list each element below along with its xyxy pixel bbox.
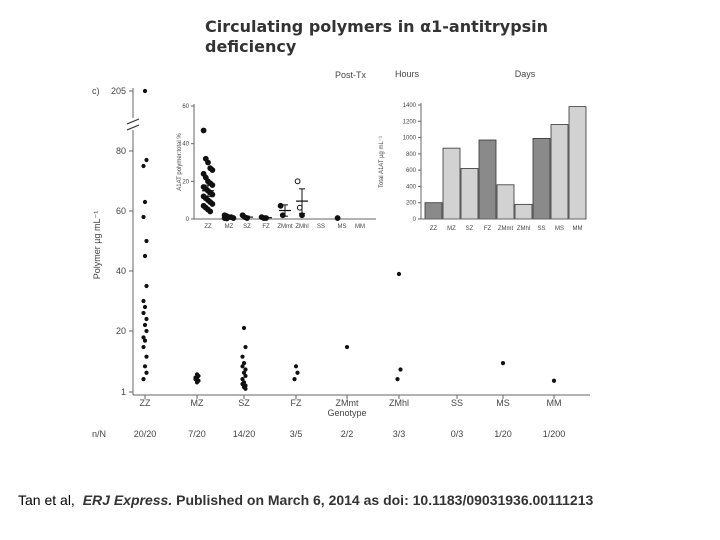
publication-info: Published on March 6, 2014 as doi: 10.1183/09031936.00111213 — [176, 492, 594, 508]
inset-left-x-tick-label: MM — [355, 224, 365, 230]
inset-right-x-tick-label: SS — [537, 226, 546, 232]
y-tick-label: 1 — [120, 387, 126, 397]
inset-left-x-tick-label: ZMmt — [277, 224, 293, 230]
inset-left-data-point — [201, 128, 206, 133]
inset-left-x-tick-label: ZMhl — [295, 224, 309, 230]
inset-right-x-tick-label: ZMhl — [516, 226, 531, 232]
axis-break-mark — [127, 119, 139, 124]
data-point — [143, 200, 147, 204]
inset-right-y-tick-label: 1200 — [402, 119, 416, 126]
y-tick-label: 40 — [115, 266, 126, 276]
inset-left-data-point — [335, 216, 340, 221]
inset-left-y-tick-label: 40 — [182, 141, 189, 148]
inset-left-data-point — [210, 202, 215, 207]
y-axis-label: Polymer µg mL⁻¹ — [92, 210, 102, 280]
inset-left-data-point — [297, 205, 302, 210]
data-point — [240, 364, 244, 368]
inset-right-bar — [461, 169, 478, 219]
x-tick-label: MM — [546, 398, 562, 408]
x-tick-label: SZ — [238, 398, 250, 408]
footer — [18, 492, 593, 508]
n-over-N-value: 0/3 — [450, 429, 464, 439]
data-point — [143, 323, 147, 327]
n-over-N-value: 7/20 — [188, 429, 206, 439]
data-point — [141, 377, 145, 381]
inset-right-x-tick-label: ZZ — [429, 226, 438, 232]
inset-left-y-tick-label: 0 — [185, 217, 189, 223]
inset-right-bar — [425, 203, 442, 219]
inset-right-bar — [551, 125, 568, 219]
data-point — [295, 371, 299, 375]
inset-right-bar — [569, 107, 586, 219]
data-point — [144, 284, 148, 288]
data-point — [143, 339, 147, 343]
inset-left-x-tick-label: MS — [337, 224, 347, 230]
n-over-N-value: 1/200 — [542, 429, 566, 439]
inset-right-header-days: Days — [514, 69, 536, 79]
x-tick-label: ZMhl — [389, 398, 409, 408]
inset-right-bar — [443, 148, 460, 219]
data-point — [242, 326, 246, 330]
inset-left-x-tick-label: ZZ — [204, 224, 212, 230]
data-point — [397, 272, 401, 276]
data-point — [398, 367, 402, 371]
data-point — [243, 387, 247, 391]
inset-right-bar — [497, 185, 514, 219]
data-point — [294, 364, 298, 368]
data-point — [501, 361, 505, 365]
data-point — [141, 164, 145, 168]
n-over-N-value: 2/2 — [340, 429, 354, 439]
data-point — [292, 377, 296, 381]
inset-right-bar — [515, 204, 532, 219]
inset-right-x-tick-label: ZMmt — [497, 226, 514, 232]
x-axis-label: Genotype — [327, 408, 367, 418]
inset-right-x-tick-label: MZ — [447, 226, 456, 232]
x-tick-label: ZZ — [139, 398, 151, 408]
data-point — [240, 355, 244, 359]
inset-left-y-tick-label: 20 — [182, 179, 189, 186]
inset-left-data-point — [210, 168, 215, 173]
inset-right-bar — [533, 138, 550, 219]
y-tick-label: 205 — [110, 86, 126, 96]
inset-right-x-tick-label: MS — [555, 226, 564, 232]
inset-left-data-point — [280, 213, 285, 218]
data-point — [141, 299, 145, 303]
data-point — [143, 364, 147, 368]
inset-left-data-point — [278, 203, 283, 208]
data-point — [143, 254, 147, 258]
inset-right-y-tick-label: 400 — [405, 184, 416, 191]
inset-right-header-hours: Hours — [394, 69, 420, 79]
x-tick-label: SS — [450, 398, 464, 408]
inset-right-y-tick-label: 600 — [405, 168, 416, 175]
n-over-N-value: 14/20 — [232, 429, 256, 439]
data-point — [552, 379, 556, 383]
data-point — [144, 158, 148, 162]
chart-title: Circulating polymers in α1-antitrypsin deficiency — [205, 17, 549, 56]
inset-left-data-point — [206, 160, 211, 165]
inset-right-y-axis-label: Total A1AT µg mL⁻¹ — [379, 135, 385, 189]
inset-left-x-tick-label: FZ — [262, 224, 270, 230]
doi-line — [83, 492, 594, 508]
data-point — [144, 329, 148, 333]
panel-label: c) — [92, 86, 100, 96]
inset-left-x-tick-label: MZ — [224, 224, 234, 230]
data-point — [141, 345, 145, 349]
inset-left-data-point — [295, 179, 300, 184]
axis-break-mark — [127, 125, 139, 130]
inset-left-data-point — [208, 209, 213, 214]
x-tick-label: MS — [496, 398, 510, 408]
n-over-N-value: 3/3 — [392, 429, 406, 439]
inset-right-x-tick-label: MM — [572, 226, 583, 232]
data-point — [143, 305, 147, 309]
data-point — [144, 317, 148, 321]
inset-right-bar — [479, 140, 496, 219]
data-point — [143, 89, 147, 93]
data-point — [141, 311, 145, 315]
inset-right-y-tick-label: 800 — [405, 151, 416, 158]
y-tick-label: 80 — [115, 146, 126, 156]
inset-left-y-axis-label: A1AT polymer:total % — [177, 133, 183, 191]
journal-name: ERJ Express. — [82, 492, 173, 508]
inset-right-y-tick-label: 200 — [405, 200, 416, 207]
data-point — [141, 215, 145, 219]
data-point — [144, 371, 148, 375]
data-point — [144, 239, 148, 243]
data-point — [243, 374, 247, 378]
y-tick-label: 60 — [115, 206, 126, 216]
n-over-N-value: 3/5 — [289, 429, 303, 439]
inset-left-x-tick-label: SS — [316, 224, 326, 230]
x-tick-label: ZMmt — [335, 398, 359, 408]
n-over-N-label: n/N — [92, 429, 107, 439]
inset-left-y-tick-label: 60 — [182, 104, 189, 110]
citation: Tan et al, — [18, 492, 75, 508]
inset-left-x-tick-label: SZ — [243, 224, 251, 230]
data-point — [345, 345, 349, 349]
x-tick-label: FZ — [290, 398, 302, 408]
data-point — [243, 345, 247, 349]
x-tick-label: MZ — [190, 398, 204, 408]
inset-right-y-tick-label: 1000 — [402, 135, 416, 142]
inset-right-y-tick-label: 0 — [412, 217, 416, 223]
inset-left-header: Post-Tx — [334, 70, 366, 80]
data-point — [144, 355, 148, 359]
inset-right-x-tick-label: FZ — [483, 226, 492, 232]
inset-right-x-tick-label: SZ — [465, 226, 474, 232]
n-over-N-value: 1/20 — [494, 429, 512, 439]
data-point — [195, 380, 199, 384]
n-over-N-value: 20/20 — [133, 429, 157, 439]
y-tick-label: 20 — [115, 326, 126, 336]
data-point — [395, 377, 399, 381]
inset-right-y-tick-label: 1400 — [402, 103, 416, 109]
